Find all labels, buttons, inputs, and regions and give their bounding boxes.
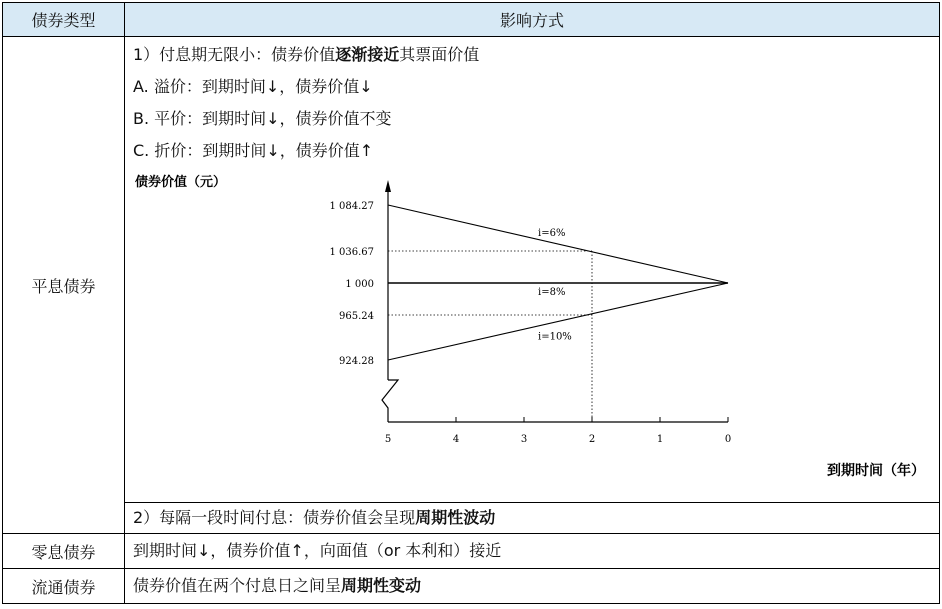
bond-value-chart: [125, 162, 935, 482]
y-axis-break: [382, 380, 398, 422]
emphasis-periodic-change: 周期性变动: [341, 576, 422, 595]
series-label: i=6%: [538, 228, 566, 239]
y-axis-label: 债券价值（元）: [135, 175, 227, 190]
x-tick-label: 0: [724, 434, 732, 445]
content-level-bond: [125, 37, 940, 503]
line-periodic: 2）每隔一段时间付息：债券价值会呈现周期性波动: [133, 508, 496, 527]
emphasis-approach: 逐渐接近: [335, 45, 400, 64]
content-periodic-payment: [125, 503, 940, 534]
content-zero-coupon: [125, 534, 940, 569]
line-premium: A. 溢价：到期时间↓，债券价值↓: [133, 77, 373, 96]
y-tick-label: 1 084.27: [329, 201, 374, 212]
series-line: [388, 205, 728, 283]
type-level-bond: 平息债券: [3, 37, 125, 534]
x-tick-label: 3: [520, 434, 528, 445]
header-bond-type: 债券类型: [3, 3, 125, 37]
y-tick-label: 1 000: [345, 279, 374, 290]
line-zero-coupon: 到期时间↓，债券价值↑，向面值（or 本利和）接近: [133, 541, 502, 560]
table-row-level-bond-periodic: [3, 503, 940, 534]
x-tick-label: 1: [656, 434, 664, 445]
y-tick-label: 965.24: [339, 311, 374, 322]
line-par: B. 平价：到期时间↓，债券价值不变: [133, 109, 392, 128]
x-tick-label: 2: [588, 434, 596, 445]
y-tick-label: 924.28: [339, 356, 374, 367]
table-row-zero-coupon: [3, 534, 940, 569]
x-axis-label: 到期时间（年）: [827, 463, 925, 479]
header-effect: 影响方式: [125, 3, 940, 37]
table-row-circulating: [3, 569, 940, 604]
type-circulating: 流通债券: [3, 569, 125, 604]
emphasis-periodic-fluctuation: 周期性波动: [415, 508, 496, 527]
line-infinite-period: 1）付息期无限小：债券价值逐渐接近其票面价值: [133, 45, 480, 64]
x-tick-label: 5: [384, 434, 392, 445]
table-row-level-bond: [3, 37, 940, 503]
y-axis-arrow: [385, 180, 391, 192]
bond-value-table: [2, 2, 940, 604]
content-circulating: [125, 569, 940, 604]
line-discount: C. 折价：到期时间↓，债券价值↑: [133, 141, 374, 160]
series-label: i=8%: [538, 287, 566, 298]
x-tick-label: 4: [452, 434, 460, 445]
chart-svg: [125, 162, 935, 482]
series-label: i=10%: [538, 331, 572, 343]
type-zero-coupon: 零息债券: [3, 534, 125, 569]
line-circulating: 债券价值在两个付息日之间呈周期性变动: [133, 576, 422, 595]
y-tick-label: 1 036.67: [329, 247, 374, 258]
header-row: [3, 3, 940, 37]
